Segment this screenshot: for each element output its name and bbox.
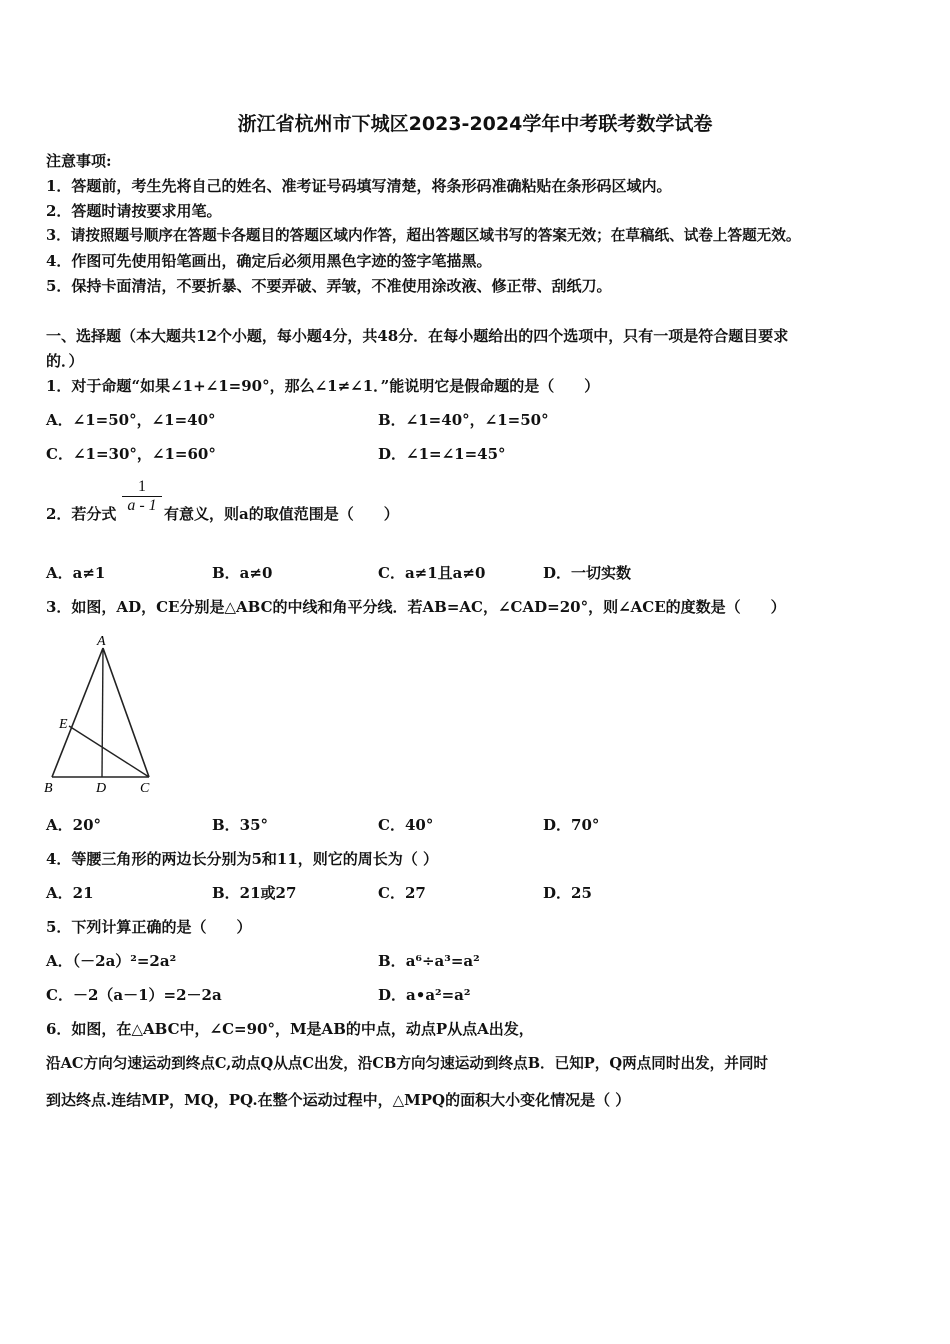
option-label: A． — [46, 952, 73, 970]
triangle-figure — [40, 628, 170, 798]
question-6-stem-cont: 沿AC方向匀速运动到终点C,动点Q从点C出发，沿CB方向匀速运动到终点B．已知P，Q两点同时出发，并同时 — [46, 1055, 769, 1072]
question-2-stem-post: 有意义，则a的取值范围是（ ） — [164, 505, 399, 523]
label-e: E — [59, 717, 68, 732]
question-4-stem: 4．等腰三角形的两边长分别为5和11，则它的周长为（ ） — [46, 850, 438, 868]
q1-option-a: A．∠1=50°，∠1=40° — [46, 411, 216, 429]
fraction-denominator: a - 1 — [127, 497, 157, 514]
section-heading-cont: 的．） — [46, 352, 84, 370]
question-2-stem-pre: 2．若分式 — [46, 505, 117, 523]
fraction-expression — [122, 478, 162, 515]
option-expression: a⁶÷a³=a² — [405, 952, 480, 970]
q3-option-d: D．70° — [543, 816, 600, 834]
q2-option-c: C．a≠1且a≠0 — [378, 564, 486, 582]
q5-option-a — [46, 951, 176, 971]
q4-option-c: C．27 — [378, 884, 426, 902]
option-label: B． — [378, 952, 406, 970]
label-c: C — [140, 781, 150, 796]
option-expression: （－2a）²=2a² — [72, 952, 177, 970]
notice-item: 1．答题前，考生先将自己的姓名、准考证号码填写清楚，将条形码准确粘贴在条形码区域内。 — [46, 177, 672, 195]
q1-option-b: B．∠1=40°，∠1=50° — [378, 411, 549, 429]
notice-item: 2．答题时请按要求用笔。 — [46, 202, 222, 220]
q2-option-b: B．a≠0 — [212, 564, 273, 582]
question-3-stem: 3．如图，AD，CE分别是△ABC的中线和角平分线．若AB=AC，∠CAD=20°，则∠ACE的度数是（ ） — [46, 598, 786, 616]
q3-option-b: B．35° — [212, 816, 269, 834]
q3-option-a: A．20° — [46, 816, 102, 834]
q2-option-a: A．a≠1 — [46, 564, 106, 582]
median-ad — [102, 648, 103, 777]
label-d: D — [96, 781, 107, 796]
fraction-numerator: 1 — [138, 478, 146, 495]
q5-option-c — [46, 985, 222, 1005]
notice-item: 5．保持卡面清洁，不要折暴、不要弄破、弄皱，不准使用涂改液、修正带、刮纸刀。 — [46, 277, 612, 295]
notice-item: 4．作图可先使用铅笔画出，确定后必须用黑色字迹的签字笔描黑。 — [46, 252, 492, 270]
section-heading: 一、选择题（本大题共12个小题，每小题4分，共48分．在每小题给出的四个选项中，只有一项是符合题目要求 — [46, 327, 789, 345]
q4-option-d: D．25 — [543, 884, 592, 902]
side-ac — [103, 648, 149, 777]
question-5-stem: 5．下列计算正确的是（ ） — [46, 918, 252, 936]
question-6-stem: 6．如图，在△ABC中，∠C=90°，M是AB的中点，动点P从点A出发， — [46, 1020, 534, 1038]
q1-option-c: C．∠1=30°，∠1=60° — [46, 445, 216, 463]
q1-option-d: D．∠1=∠1=45° — [378, 445, 506, 463]
bisector-ce — [69, 726, 149, 777]
question-1-stem: 1．对于命题“如果∠1+∠1=90°，那么∠1≠∠1．”能说明它是假命题的是（ ） — [46, 377, 600, 395]
side-ab — [52, 648, 103, 777]
option-expression: a•a²=a² — [406, 986, 471, 1004]
label-a: A — [97, 634, 106, 649]
option-expression: －2（a－1）=2－2a — [72, 986, 222, 1004]
notice-heading: 注意事项: — [46, 152, 112, 170]
page-title: 浙江省杭州市下城区2023-2024学年中考联考数学试卷 — [237, 113, 713, 135]
label-b: B — [44, 781, 53, 796]
q2-option-d: D．一切实数 — [543, 564, 632, 582]
q5-option-d — [378, 985, 470, 1005]
q5-option-b — [378, 951, 480, 971]
option-label: D． — [378, 986, 407, 1004]
q4-option-b: B．21或27 — [212, 884, 297, 902]
question-6-stem-cont: 到达终点.连结MP，MQ，PQ.在整个运动过程中，△MPQ的面积大小变化情况是（ ） — [46, 1091, 631, 1109]
q4-option-a: A．21 — [46, 884, 94, 902]
q3-option-c: C．40° — [378, 816, 434, 834]
notice-item: 3．请按照题号顺序在答题卡各题目的答题区域内作答，超出答题区域书写的答案无效；在草稿纸、试卷上答题无效。 — [46, 227, 801, 244]
option-label: C． — [46, 986, 73, 1004]
